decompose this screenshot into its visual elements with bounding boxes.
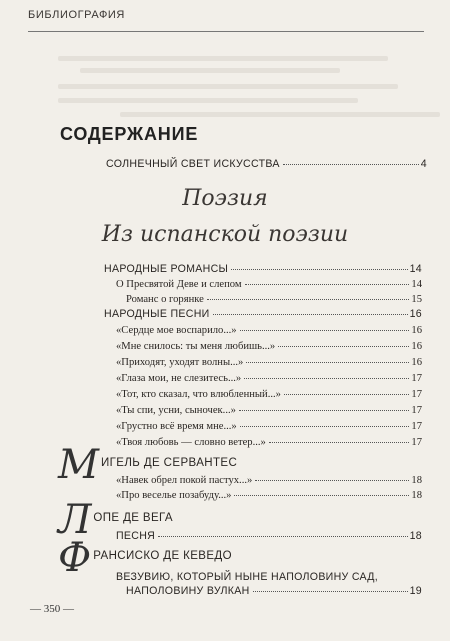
- dot-leader: [231, 269, 407, 270]
- show-through-text: [58, 84, 398, 89]
- dot-leader: [240, 330, 410, 331]
- toc-page-number: 18: [411, 490, 422, 501]
- toc-entry-title: ПЕСНЯ: [116, 530, 156, 542]
- toc-entry-title: «Навек обрел покой пастух...»: [116, 475, 253, 486]
- toc-entry-multiline[interactable]: [116, 570, 378, 584]
- toc-entry[interactable]: [116, 372, 422, 385]
- toc-page-number: 16: [411, 325, 422, 336]
- toc-entry-title: Романс о горянке: [126, 294, 204, 305]
- contents-title: СОДЕРЖАНИЕ: [60, 124, 199, 144]
- toc-entry[interactable]: [116, 324, 422, 337]
- toc-page-number: 16: [411, 341, 422, 352]
- toc-entry-title: «Твоя любовь — словно ветер...»: [116, 437, 266, 448]
- toc-entry[interactable]: [116, 388, 422, 401]
- toc-page-number: 17: [411, 373, 422, 384]
- toc-entry-title-line-1: ВЕЗУВИЮ, КОТОРЫЙ НЫНЕ НАПОЛОВИНУ САД,: [116, 571, 378, 583]
- toc-entry[interactable]: [116, 404, 422, 417]
- toc-page-number: 14: [411, 279, 422, 290]
- dot-leader: [284, 394, 409, 395]
- drop-initial: М: [58, 442, 99, 488]
- dot-leader: [244, 378, 409, 379]
- toc-entry-title: «Тот, кто сказал, что влюбленный...»: [116, 389, 281, 400]
- toc-page-number: 17: [411, 405, 422, 416]
- toc-entry[interactable]: [126, 585, 422, 598]
- toc-entry-title: НАРОДНЫЕ РОМАНСЫ: [104, 263, 229, 275]
- toc-page-number: 4: [420, 158, 427, 170]
- toc-page-number: 15: [411, 294, 422, 305]
- toc-entry[interactable]: [116, 420, 422, 433]
- toc-entry-folk-romances[interactable]: [104, 263, 422, 276]
- toc-entry-title: «Грустно всё время мне...»: [116, 421, 237, 432]
- toc-entry-title: «Сердце мое воспарило...»: [116, 325, 237, 336]
- toc-entry-title: «Приходят, уходят волны...»: [116, 357, 244, 368]
- toc-entry-title: «Глаза мои, не слезитесь...»: [116, 373, 242, 384]
- toc-entry[interactable]: [116, 278, 422, 291]
- toc-entry-title: СОЛНЕЧНЫЙ СВЕТ ИСКУССТВА: [106, 158, 280, 170]
- toc-page-number: 17: [411, 389, 422, 400]
- toc-entry-title: «Мне снилось: ты меня любишь...»: [116, 341, 276, 352]
- author-name: ИГЕЛЬ ДЕ СЕРВАНТЕС: [100, 457, 238, 469]
- toc-entry[interactable]: [126, 293, 422, 306]
- dot-leader: [246, 362, 409, 363]
- show-through-text: [58, 56, 388, 61]
- dot-leader: [278, 346, 409, 347]
- show-through-text: [120, 112, 440, 117]
- page-number: — 350 —: [30, 603, 74, 615]
- section-title-poetry: Поэзия: [182, 186, 268, 211]
- toc-entry-title-line-2: НАПОЛОВИНУ ВУЛКАН: [126, 585, 250, 597]
- drop-initial: Ф: [58, 535, 92, 581]
- dot-leader: [240, 426, 410, 427]
- toc-page-number: 18: [411, 475, 422, 486]
- dot-leader: [255, 480, 409, 481]
- toc-entry-intro[interactable]: [106, 158, 427, 171]
- show-through-text: [58, 98, 358, 103]
- toc-entry-folk-songs[interactable]: [104, 308, 422, 321]
- toc-page-number: 18: [409, 530, 422, 542]
- dot-leader: [234, 495, 409, 496]
- header-rule: [28, 31, 424, 32]
- dot-leader: [269, 442, 410, 443]
- toc-entry-title: «Ты спи, усни, сыночек...»: [116, 405, 236, 416]
- dot-leader: [283, 164, 419, 165]
- show-through-text: [80, 68, 340, 73]
- toc-entry[interactable]: [116, 356, 422, 369]
- subsection-title-spanish-poetry: Из испанской поэзии: [101, 222, 349, 247]
- toc-entry-title: «Про веселье позабуду...»: [116, 490, 232, 501]
- dot-leader: [207, 299, 410, 300]
- toc-page-number: 16: [409, 308, 422, 320]
- toc-page-number: 19: [409, 585, 422, 597]
- toc-entry[interactable]: [116, 340, 422, 353]
- toc-page-number: 14: [409, 263, 422, 275]
- dot-leader: [239, 410, 409, 411]
- toc-page-number: 16: [411, 357, 422, 368]
- dot-leader: [245, 284, 410, 285]
- dot-leader: [158, 536, 407, 537]
- toc-entry-title: НАРОДНЫЕ ПЕСНИ: [104, 308, 210, 320]
- drop-initial: Л: [58, 497, 92, 543]
- toc-page-number: 17: [411, 437, 422, 448]
- toc-entry[interactable]: [116, 489, 422, 502]
- toc-entry-title: О Пресвятой Деве и слепом: [116, 279, 242, 290]
- running-head: БИБЛИОГРАФИЯ: [28, 9, 125, 21]
- author-name: РАНСИСКО ДЕ КЕВЕДО: [93, 550, 232, 562]
- author-name: ОПЕ ДЕ ВЕГА: [93, 512, 173, 524]
- toc-page-number: 17: [411, 421, 422, 432]
- dot-leader: [213, 314, 408, 315]
- dot-leader: [253, 591, 408, 592]
- toc-entry[interactable]: [116, 474, 422, 487]
